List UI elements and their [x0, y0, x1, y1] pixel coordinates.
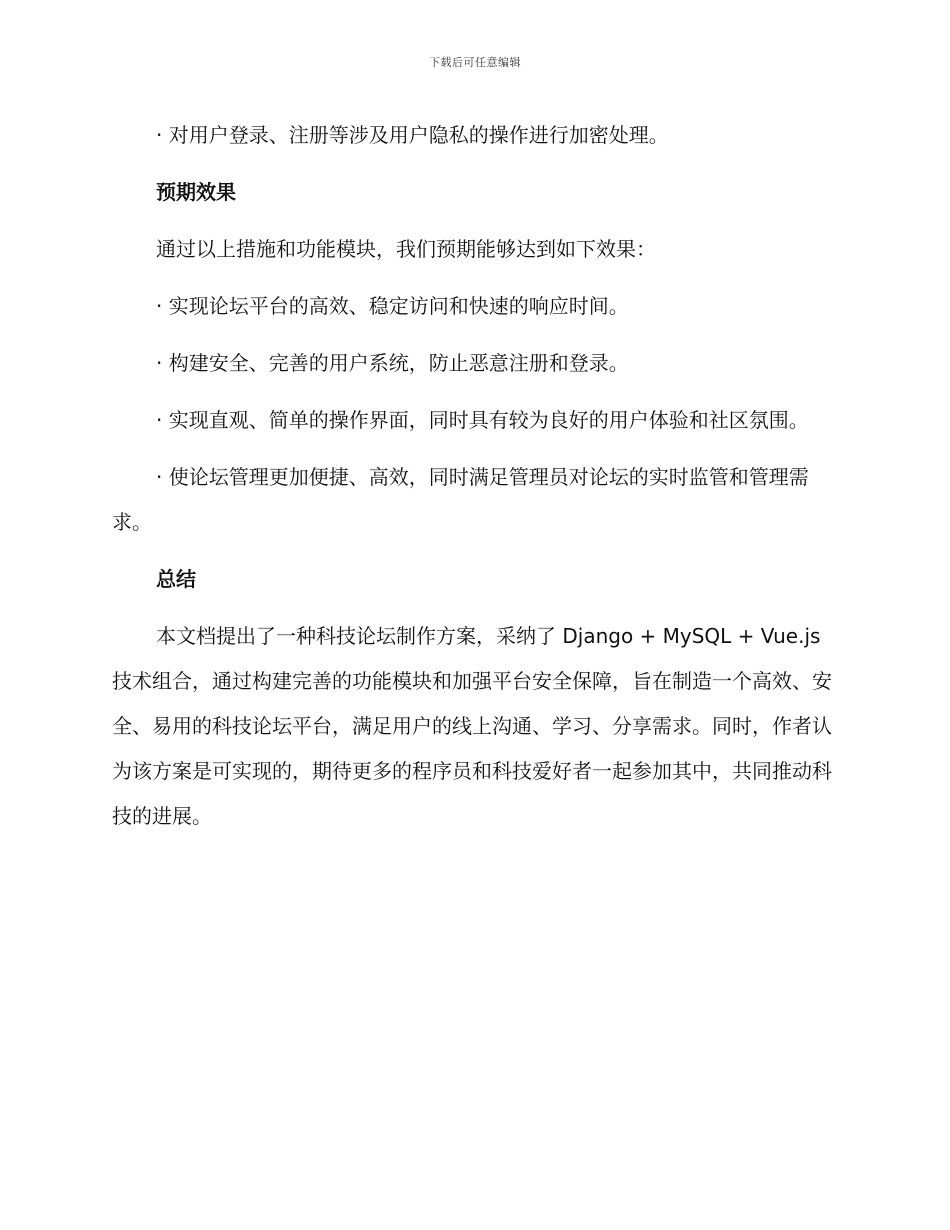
section-heading-summary: 总结 [156, 567, 196, 591]
bullet-user-system: · 构建安全、完善的用户系统，防止恶意注册和登录。 [156, 351, 629, 375]
expected-results-intro: 通过以上措施和功能模块，我们预期能够达到如下效果： [156, 237, 656, 261]
section-heading-expected-results: 预期效果 [156, 180, 236, 204]
header-note: 下载后可任意编辑 [429, 56, 521, 69]
bullet-encryption: · 对用户登录、注册等涉及用户隐私的操作进行加密处理。 [156, 123, 669, 147]
summary-paragraph: 本文档提出了一种科技论坛制作方案，采纳了 Django + MySQL + Vue.js 技术组合，通过构建完善的功能模块和加强平台安全保障，旨在制造一个高效、安全、易用的科技论坛平台，满足用户的线上沟通、学习、分享需求。同时，作者认为该方案是可实现的，期待更多的程序员和科技爱好者一起参加其中，共同推动科技的进展。 [112, 624, 832, 828]
document-body [112, 113, 832, 851]
bullet-management: · 使论坛管理更加便捷、高效，同时满足管理员对论坛的实时监管和管理需求。 [112, 465, 809, 534]
bullet-interface: · 实现直观、简单的操作界面，同时具有较为良好的用户体验和社区氛围。 [156, 408, 809, 432]
bullet-performance: · 实现论坛平台的高效、稳定访问和快速的响应时间。 [156, 294, 629, 318]
